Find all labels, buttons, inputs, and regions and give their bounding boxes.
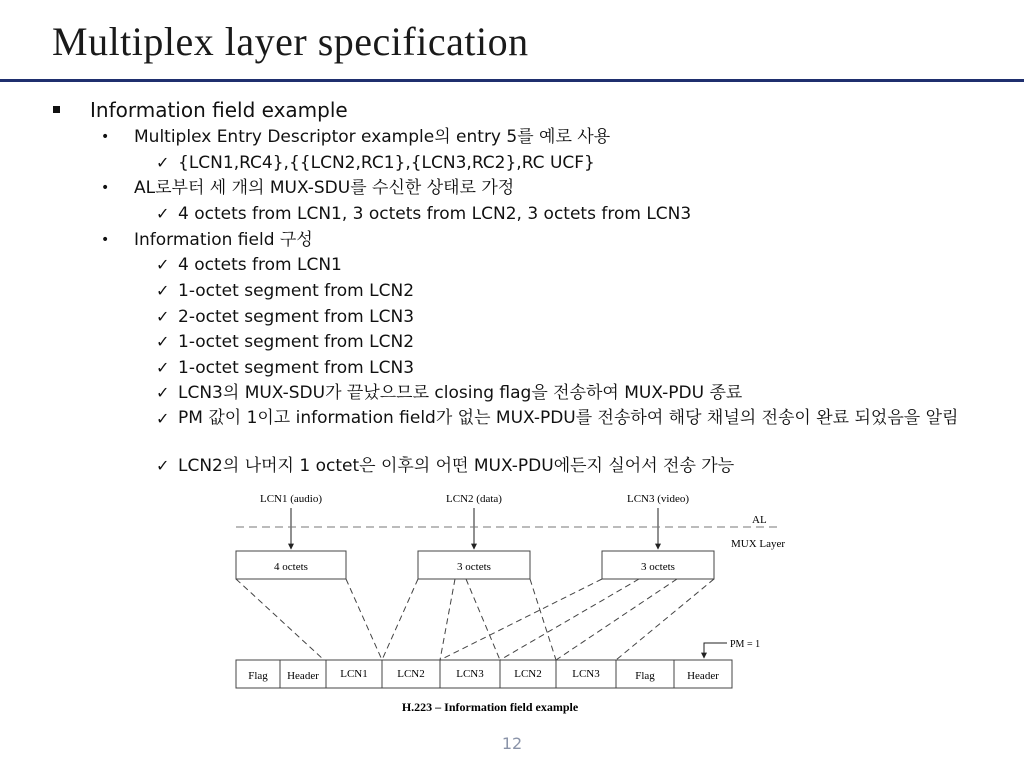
bullet-text: Information field 구성 bbox=[134, 230, 313, 250]
dot-bullet-icon: • bbox=[101, 180, 110, 196]
checkmark-icon: ✓ bbox=[156, 409, 170, 428]
bullet-text: Multiplex Entry Descriptor example의 entry 5를 예로 사용 bbox=[134, 127, 611, 147]
pdu-cell-lcn1: LCN1 bbox=[340, 668, 368, 680]
pdu-cell-header: Header bbox=[687, 670, 719, 682]
title-divider bbox=[0, 79, 1024, 82]
slide-title: Multiplex layer specification bbox=[52, 19, 529, 64]
bullet-level3 bbox=[156, 153, 595, 173]
pdu-cell-lcn3: LCN3 bbox=[456, 668, 484, 680]
bullet-text: PM 값이 1이고 information field가 없는 MUX-PDU를 전송하여 해당 채널의 전송이 완료 되었음을 알림 bbox=[178, 408, 959, 428]
pdu-cell-header: Header bbox=[287, 670, 319, 682]
bullet-level3 bbox=[156, 383, 743, 403]
bullet-level3 bbox=[156, 408, 968, 428]
bullet-text: LCN2의 나머지 1 octet은 이후의 어떤 MUX-PDU에든지 실어서 전송 가능 bbox=[178, 456, 735, 476]
figure-caption: H.223 – Information field example bbox=[401, 700, 579, 714]
bullet-level3 bbox=[156, 456, 735, 476]
bullet-level3 bbox=[156, 358, 415, 378]
checkmark-icon: ✓ bbox=[156, 332, 170, 351]
pdu-cell-lcn2: LCN2 bbox=[514, 668, 542, 680]
bullet-text: 1-octet segment from LCN3 bbox=[178, 358, 415, 378]
channel-label-lcn2: LCN2 (data) bbox=[446, 493, 502, 505]
bullet-text: LCN3의 MUX-SDU가 끝났으므로 closing flag을 전송하여 MUX-PDU 종료 bbox=[178, 383, 743, 403]
al-label: AL bbox=[752, 514, 767, 526]
checkmark-icon: ✓ bbox=[156, 255, 170, 274]
bullet-level2 bbox=[101, 126, 611, 148]
bullet-text: Information field example bbox=[90, 98, 348, 122]
bullet-level3 bbox=[156, 281, 415, 301]
mux-layer-label: MUX Layer bbox=[731, 538, 786, 550]
checkmark-icon: ✓ bbox=[156, 153, 170, 172]
bullet-text: 4 octets from LCN1, 3 octets from LCN2, 3 octets from LCN3 bbox=[178, 204, 692, 224]
pdu-cell-flag: Flag bbox=[635, 670, 655, 682]
pdu-cell-lcn3: LCN3 bbox=[572, 668, 600, 680]
page-number: 12 bbox=[501, 734, 523, 753]
bullet-text: {LCN1,RC4},{{LCN2,RC1},{LCN3,RC2},RC UCF} bbox=[178, 153, 595, 173]
pm-arrow bbox=[704, 643, 727, 658]
checkmark-icon: ✓ bbox=[156, 456, 170, 475]
mux-pdu-row bbox=[236, 660, 732, 688]
pm-label: PM = 1 bbox=[730, 639, 761, 650]
pdu-cell-flag: Flag bbox=[248, 670, 268, 682]
information-field-diagram bbox=[220, 488, 800, 720]
checkmark-icon: ✓ bbox=[156, 358, 170, 377]
bullet-text: AL로부터 세 개의 MUX-SDU를 수신한 상태로 가정 bbox=[134, 178, 515, 198]
channel-label-lcn1: LCN1 (audio) bbox=[259, 493, 323, 505]
bullet-level3 bbox=[156, 307, 415, 327]
square-bullet-icon bbox=[53, 106, 60, 113]
bullet-text: 1-octet segment from LCN2 bbox=[178, 332, 415, 352]
checkmark-icon: ✓ bbox=[156, 383, 170, 402]
segment-mapping-lines bbox=[236, 579, 714, 660]
dot-bullet-icon: • bbox=[101, 129, 110, 145]
checkmark-icon: ✓ bbox=[156, 281, 170, 300]
sdu-box-lcn1-label: 4 octets bbox=[274, 561, 308, 573]
bullet-level3 bbox=[156, 204, 692, 224]
bullet-level2 bbox=[101, 177, 515, 199]
bullet-level3 bbox=[156, 255, 342, 275]
sdu-box-lcn3-label: 3 octets bbox=[641, 561, 675, 573]
bullet-text: 4 octets from LCN1 bbox=[178, 255, 342, 275]
bullet-level1 bbox=[90, 98, 348, 122]
channel-label-lcn3: LCN3 (video) bbox=[626, 493, 690, 505]
sdu-box-lcn2-label: 3 octets bbox=[457, 561, 491, 573]
dot-bullet-icon: • bbox=[101, 232, 110, 248]
bullet-text: 1-octet segment from LCN2 bbox=[178, 281, 415, 301]
checkmark-icon: ✓ bbox=[156, 307, 170, 326]
bullet-level3 bbox=[156, 332, 415, 352]
bullet-level2 bbox=[101, 229, 313, 251]
bullet-text: 2-octet segment from LCN3 bbox=[178, 307, 415, 327]
pdu-cell-lcn2: LCN2 bbox=[397, 668, 425, 680]
checkmark-icon: ✓ bbox=[156, 204, 170, 223]
